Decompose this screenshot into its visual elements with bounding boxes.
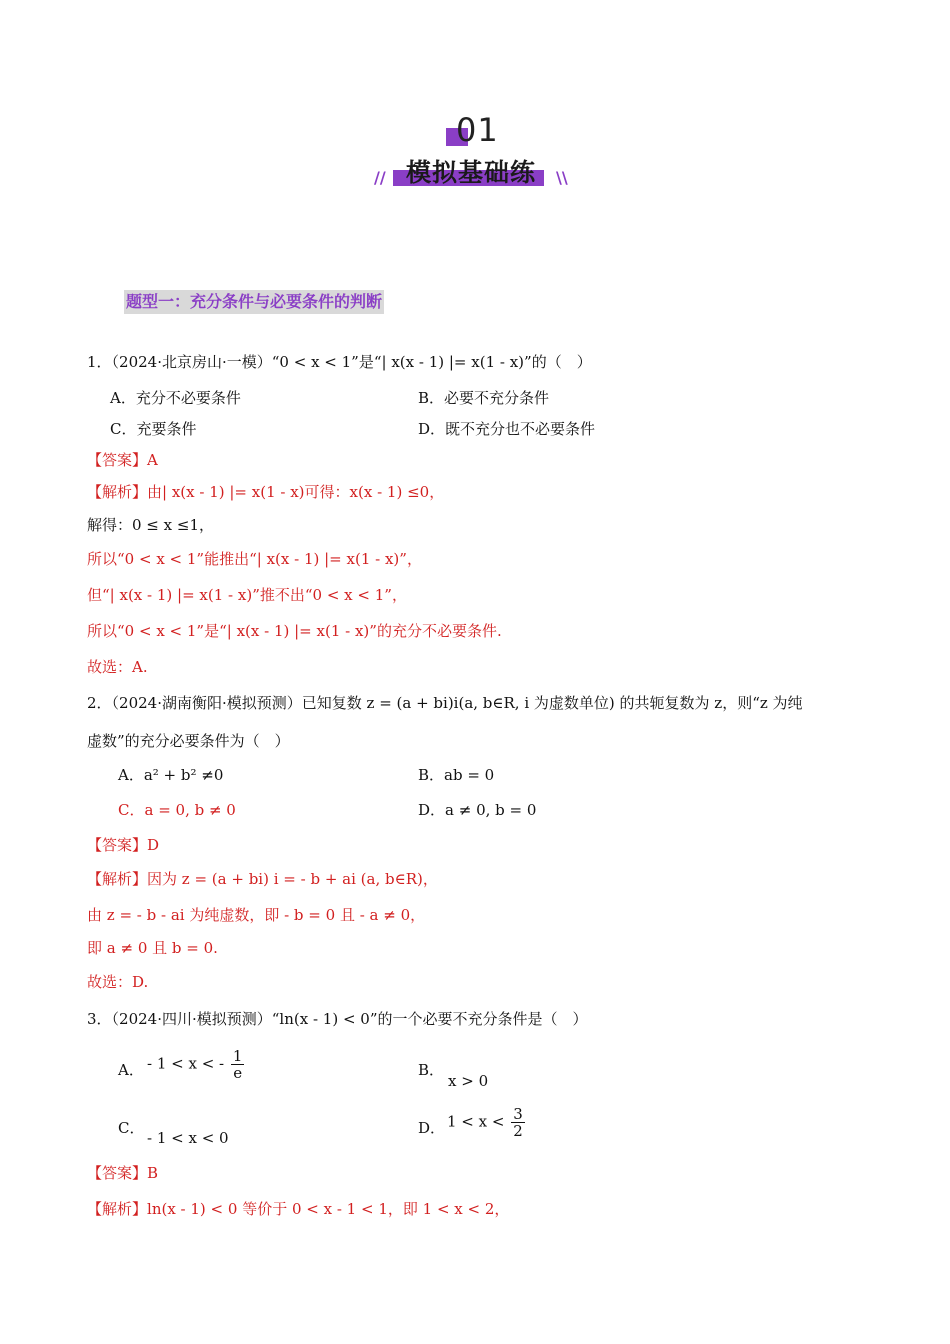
fraction-denominator: 2 [513, 1122, 523, 1140]
q3-option-d-expr [447, 1106, 527, 1139]
q3-option-c-label: C． [118, 1119, 145, 1137]
q1-option-a: A．充分不必要条件 [110, 389, 241, 407]
fraction-numerator: 1 [232, 1047, 243, 1065]
q1-option-c: C．充要条件 [110, 420, 197, 438]
section-number: 01 [456, 111, 499, 149]
q3-option-a-label: A． [118, 1061, 144, 1079]
answer-value: A [147, 451, 158, 469]
q1-analysis-2: 解得：0 ≤ x ≤1， [87, 516, 214, 534]
q3-option-d-fraction [511, 1106, 525, 1139]
q2-analysis-3: 即 a ≠ 0 且 b = 0. [87, 939, 218, 957]
banner-slash-left: // [374, 168, 386, 187]
q2-option-c: C．a = 0, b ≠ 0 [118, 801, 236, 819]
answer-label: 【答案】 [87, 1164, 148, 1182]
q3-answer [87, 1163, 158, 1183]
answer-label: 【答案】 [87, 451, 148, 469]
analysis-label: 【解析】 [87, 870, 148, 888]
q2-option-d: D．a ≠ 0, b = 0 [418, 801, 537, 819]
q2-option-b: B．ab = 0 [418, 766, 495, 784]
analysis-label: 【解析】 [87, 1200, 148, 1218]
q1-stem: 1．（2024·北京房山·一模）“0 < x < 1”是“| x(x - 1) |= x(1 - x)”的（ ） [87, 353, 592, 371]
banner-slash-right: \\ [556, 168, 568, 187]
q3-option-d-label: D． [418, 1119, 446, 1137]
q2-option-a: A．a² + b² ≠0 [118, 766, 224, 784]
q3-option-c-expr: - 1 < x < 0 [147, 1129, 229, 1147]
answer-value: D [147, 836, 160, 854]
q2-answer [87, 835, 159, 855]
banner-title: 模拟基础练 [405, 158, 536, 187]
q1-option-b: B．必要不充分条件 [418, 389, 550, 407]
fraction-numerator: 3 [513, 1105, 523, 1123]
q1-analysis-3: 所以“0 < x < 1”能推出“| x(x - 1) |= x(1 - x)”， [87, 550, 422, 568]
q1-answer [87, 450, 158, 470]
analysis-label: 【解析】 [87, 483, 148, 501]
q2-analysis-2: 由 z = - b - ai 为纯虚数，即 - b = 0 且 - a ≠ 0， [87, 906, 426, 924]
q1-conclusion: 故选：A. [87, 658, 148, 676]
fraction-denominator: e [233, 1064, 243, 1082]
q3-option-b-expr: x > 0 [448, 1072, 489, 1090]
q3-option-a-text: - 1 < x < - [147, 1054, 225, 1073]
q2-conclusion: 故选：D. [87, 973, 149, 991]
q3-option-a-expr [147, 1048, 246, 1081]
answer-value: B [147, 1164, 159, 1182]
q3-analysis-1 [87, 1199, 509, 1219]
q3-option-d-text: 1 < x < [447, 1112, 505, 1131]
q3-stem: 3．（2024·四川·模拟预测）“ln(x - 1) < 0”的一个必要不充分条件是（ ） [87, 1010, 588, 1028]
q2-stem-1: 2．（2024·湖南衡阳·模拟预测）已知复数 z = (a + bi)i(a, b∈R, i 为虚数单位) 的共轭复数为 z，则“z 为纯 [87, 694, 803, 712]
analysis-text: 由| x(x - 1) |= x(1 - x)可得：x(x - 1) ≤0， [147, 483, 445, 501]
analysis-text: 因为 z = (a + bi) i = - b + ai (a, b∈R)， [147, 870, 438, 888]
analysis-text: ln(x - 1) < 0 等价于 0 < x - 1 < 1，即 1 < x < 2， [147, 1200, 510, 1218]
q1-analysis-5: 所以“0 < x < 1”是“| x(x - 1) |= x(1 - x)”的充分不必要条件. [87, 622, 502, 640]
q3-option-a-fraction [231, 1048, 245, 1081]
q3-option-b-label: B． [418, 1061, 445, 1079]
section-title: 题型一：充分条件与必要条件的判断 [124, 290, 384, 314]
q1-analysis-4: 但“| x(x - 1) |= x(1 - x)”推不出“0 < x < 1”， [87, 586, 407, 604]
q1-analysis-1 [87, 482, 444, 502]
q2-analysis-1 [87, 869, 438, 889]
answer-label: 【答案】 [87, 836, 148, 854]
q2-stem-2: 虚数”的充分必要条件为（ ） [87, 732, 290, 750]
q1-option-d: D．既不充分也不必要条件 [418, 420, 596, 438]
